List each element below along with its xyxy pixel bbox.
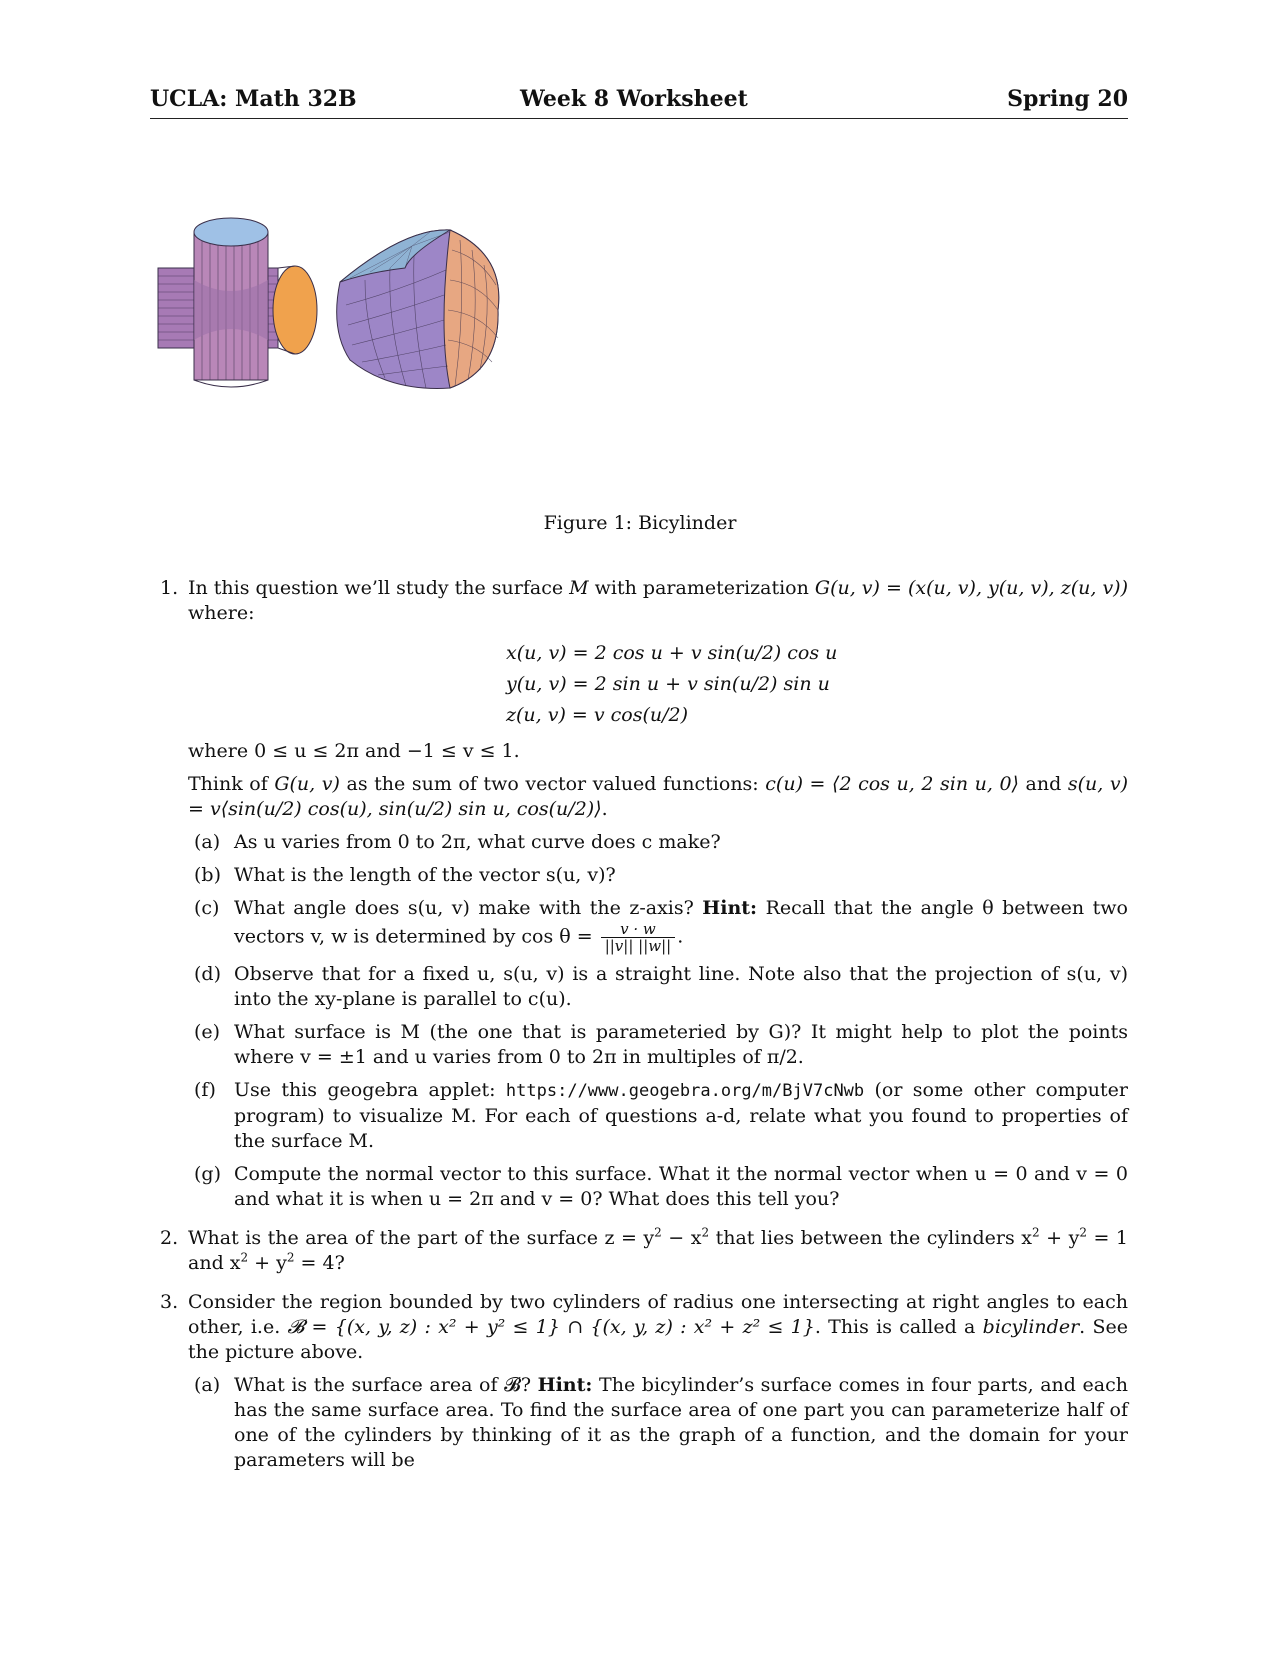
part-3a bbox=[188, 1373, 1128, 1473]
q2-text-3: that lies between the cylinders x bbox=[709, 1227, 1032, 1249]
exponent: 2 bbox=[701, 1225, 710, 1240]
q2-text-7: = 4? bbox=[294, 1252, 345, 1274]
part-label: (f) bbox=[194, 1079, 216, 1101]
course-title: UCLA: Math 32B bbox=[150, 86, 357, 112]
q1-intro-text-3: where: bbox=[188, 602, 255, 624]
part-label: (g) bbox=[194, 1163, 221, 1185]
part-label: (d) bbox=[194, 963, 221, 985]
worksheet-title: Week 8 Worksheet bbox=[520, 86, 748, 112]
question-number: 3. bbox=[160, 1291, 179, 1313]
question-3 bbox=[150, 1290, 1128, 1473]
part-text: As u varies from 0 to 2π, what curve does c make? bbox=[234, 831, 721, 853]
think-text: Think of bbox=[188, 773, 275, 795]
q2-text-2: − x bbox=[661, 1227, 702, 1249]
figure-caption: Figure 1: Bicylinder bbox=[543, 512, 737, 534]
think-G: G(u, v) bbox=[274, 773, 340, 795]
parameterization-def: G(u, v) = (x(u, v), y(u, v), z(u, v)) bbox=[814, 577, 1129, 599]
bicylinder-illustration bbox=[150, 210, 520, 410]
question-1-intro bbox=[188, 576, 1128, 626]
question-2 bbox=[150, 1226, 1128, 1276]
think-text-3: and bbox=[1018, 773, 1068, 795]
bicylinder-term: bicylinder bbox=[982, 1316, 1080, 1338]
part-text bbox=[234, 896, 1128, 954]
vector-sum-description bbox=[188, 772, 1128, 822]
part-1e bbox=[188, 1020, 1128, 1070]
vector-s-def: s(u, v) = v⟨sin(u/2) cos(u), sin(u/2) sin u, cos(u/2)⟩ bbox=[188, 773, 1128, 820]
part-1f-text: Use this geogebra applet: bbox=[234, 1079, 506, 1101]
think-text-2: as the sum of two vector valued functions: bbox=[339, 773, 766, 795]
exponent: 2 bbox=[654, 1225, 662, 1240]
exponent: 2 bbox=[1079, 1225, 1087, 1240]
part-1a bbox=[188, 830, 1128, 855]
part-text bbox=[234, 1078, 1128, 1154]
part-1f-text-2: (or some other computer program) to visualize M. For each of questions a-d, relate what you found to properties of the surface M. bbox=[234, 1079, 1129, 1152]
exponent: 2 bbox=[1032, 1225, 1040, 1240]
q3-text-3: . See the picture above. bbox=[188, 1316, 1128, 1363]
part-label: (a) bbox=[194, 1374, 221, 1396]
q2-text: What is the area of the part of the surface z = y bbox=[188, 1227, 655, 1249]
part-1f bbox=[188, 1078, 1128, 1154]
part-text: Compute the normal vector to this surface. What it the normal vector when u = 0 and v = 0 and what it is when u = 2π and v = 0? What does this tell you? bbox=[234, 1163, 1128, 1210]
q3-text: Consider the region bounded by two cylinders of radius one intersecting at right angles to each other, i.e. bbox=[188, 1291, 1128, 1338]
q1-intro-text-2: with parameterization bbox=[588, 577, 815, 599]
hint-label: Hint: bbox=[702, 897, 758, 919]
part-1g bbox=[188, 1162, 1128, 1212]
term-label: Spring 20 bbox=[1007, 86, 1128, 112]
exponent: 2 bbox=[286, 1250, 295, 1265]
bicylinder-figure bbox=[150, 210, 520, 410]
equation-y: y(u, v) = 2 sin u + v sin(u/2) sin u bbox=[506, 673, 830, 695]
parameterization-equations bbox=[188, 638, 1128, 731]
bicylinder-set: 𝓑 = {(x, y, z) : x² + y² ≤ 1} ∩ {(x, y, z) : x² + z² ≤ 1} bbox=[287, 1316, 815, 1338]
part-1c-end: . bbox=[677, 925, 684, 948]
q3-text-2: . This is called a bbox=[814, 1316, 983, 1338]
geogebra-link[interactable]: https://www.geogebra.org/m/BjV7cNwb bbox=[505, 1081, 865, 1101]
part-text: Observe that for a fixed u, s(u, v) is a straight line. Note also that the projection of s(u, v) into the xy-plane is parallel to c(u). bbox=[234, 963, 1128, 1010]
part-label: (c) bbox=[194, 897, 220, 919]
part-label: (a) bbox=[194, 831, 221, 853]
part-label: (e) bbox=[194, 1021, 221, 1043]
hint-label: Hint: bbox=[537, 1374, 593, 1396]
part-1c bbox=[188, 896, 1128, 954]
part-3a-text-2: The bicylinder’s surface comes in four parts, and each has the same surface area. To find the surface area of one part you can parameterize half of one of the cylinders by thinking of it as the graph of a function, and the domain for your parameters will be bbox=[234, 1374, 1128, 1471]
q2-text-6: + y bbox=[248, 1252, 287, 1274]
page-header bbox=[150, 84, 1128, 119]
worksheet-body bbox=[150, 576, 1128, 1473]
part-3a-text: What is the surface area of 𝓑? bbox=[234, 1374, 538, 1396]
part-text bbox=[234, 1373, 1128, 1473]
curve-c-def: c(u) = ⟨2 cos u, 2 sin u, 0⟩ bbox=[765, 773, 1019, 795]
part-text: What is the length of the vector s(u, v)? bbox=[234, 864, 616, 886]
question-3-text bbox=[188, 1290, 1128, 1365]
question-1 bbox=[150, 576, 1128, 1212]
bicylinder-solid bbox=[337, 230, 499, 389]
intersecting-cylinders bbox=[158, 218, 317, 387]
parameter-range: where 0 ≤ u ≤ 2π and −1 ≤ v ≤ 1. bbox=[188, 740, 520, 762]
part-text: What surface is M (the one that is parameteried by G)? It might help to plot the points where v = ±1 and u varies from 0 to 2π in multiples of π/2. bbox=[234, 1021, 1128, 1068]
surface-symbol: M bbox=[569, 577, 589, 599]
equation-x: x(u, v) = 2 cos u + v sin(u/2) cos u bbox=[506, 642, 838, 664]
equation-z: z(u, v) = v cos(u/2) bbox=[506, 704, 689, 726]
part-label: (b) bbox=[194, 864, 221, 886]
question-number: 2. bbox=[160, 1227, 179, 1249]
q2-text-4: + y bbox=[1039, 1227, 1080, 1249]
fraction-denominator: ||v|| ||w|| bbox=[604, 937, 672, 955]
part-1b bbox=[188, 863, 1128, 888]
part-1c-text: What angle does s(u, v) make with the z-axis? bbox=[234, 897, 703, 919]
q2-text-5: = 1 and x bbox=[188, 1227, 1128, 1274]
fraction-numerator: v · w bbox=[601, 921, 676, 938]
q1-intro-text: In this question we’ll study the surface bbox=[188, 577, 570, 599]
question-number: 1. bbox=[160, 577, 179, 599]
cosine-fraction bbox=[601, 921, 676, 954]
think-end: . bbox=[601, 798, 608, 820]
part-1d bbox=[188, 962, 1128, 1012]
question-2-text bbox=[188, 1226, 1128, 1276]
exponent: 2 bbox=[240, 1250, 249, 1265]
part-1c-text-2: Recall that the angle θ between two vectors v, w is determined by cos θ = bbox=[234, 897, 1128, 948]
